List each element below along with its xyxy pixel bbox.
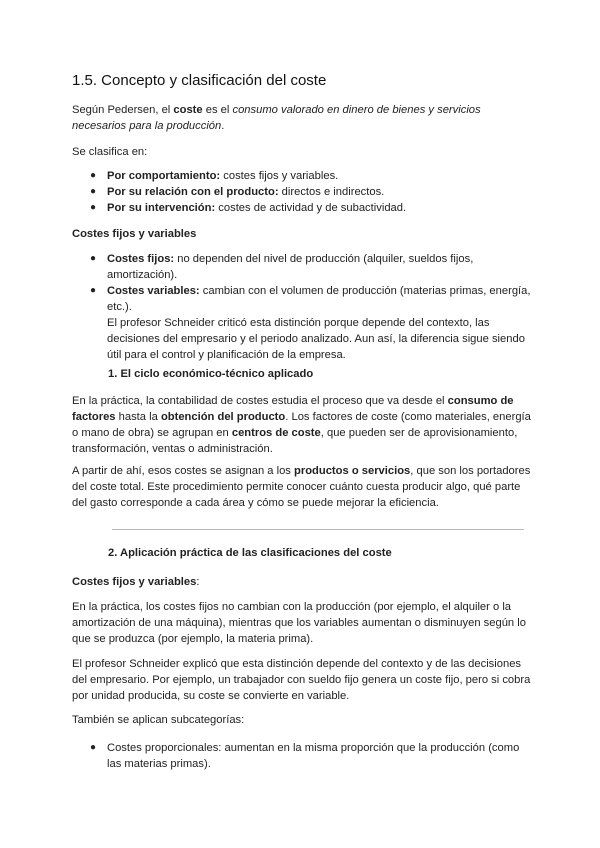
fixed-variable-list [72,251,532,363]
item-text: cambian con el volumen de producción (materias primas, energía, etc.). [107,285,531,313]
item-text: Costes proporcionales: aumentan en la misma proporción que la producción (como las materias primas). [107,742,520,770]
subcategory-list [72,740,532,772]
intro-bold-term: coste [173,104,203,116]
subheading-colon: : [196,576,200,588]
list-item [72,200,532,216]
section-title: 1.5. Concepto y clasificación del coste [72,72,327,89]
intro-definition: consumo valorado en dinero de bienes y servicios necesarios para la producción [72,104,481,132]
para-text: A partir de ahí, esos costes se asignan a los [72,465,295,477]
list-item [72,168,532,184]
application-paragraph-1: En la práctica, los costes fijos no cambian con la producción (por ejemplo, el alquiler o la amortización de una máquina), mientras que los variables aumentan o disminuyen según lo que se produzca (por ejemplo, la materia prima). [72,601,526,645]
item-bold: Costes fijos: [107,253,175,265]
item-bold: Por su intervención: [107,202,216,214]
item-text: costes de actividad y de subactividad. [215,202,407,214]
intro-paragraph [72,102,532,134]
para-bold: centros de coste [231,427,321,439]
para-text: hasta la [115,411,161,423]
bullet-icon: ● [90,253,97,264]
para-bold: productos o servicios [294,465,411,477]
para-text: , que son los portadores del coste total. Este procedimiento permite conocer cuánto cuesta producir algo, qué parte del gasto corresponde a cada área y cómo se puede mejorar la eficiencia. [72,465,531,509]
classify-label: Se clasifica en: [72,146,148,158]
cycle-paragraph-1 [72,393,532,457]
para-bold: obtención del producto [160,411,286,423]
intro-text: Según Pedersen, el [72,104,174,116]
list-item [72,184,532,200]
list-item [72,283,532,363]
subheading-bold: Costes fijos y variables [72,576,197,588]
cycle-heading: 1. El ciclo económico-técnico aplicado [108,368,314,380]
item-text: no dependen del nivel de producción (alquiler, sueldos fijos, amortización). [107,253,474,281]
para-text: En la práctica, la contabilidad de costes estudia el proceso que va desde el [72,395,448,407]
para-bold: consumo de factores [72,395,514,423]
application-subheading [72,574,532,590]
application-paragraph-2: El profesor Schneider explicó que esta distinción depende del contexto y de las decisiones del empresario. Por ejemplo, un trabajador con sueldo fijo genera un coste fijo, pero si cobra por unidad producida, su coste se convierte en variable. [72,658,531,702]
para-text: . Los factores de coste (como materiales, energía o mano de obra) se agrupan en [72,411,531,439]
item-bold: Costes variables: [107,285,200,297]
application-paragraph-3: También se aplican subcategorías: [72,714,245,726]
intro-text: es el [202,104,233,116]
item-text: directos e indirectos. [278,186,385,198]
item-bold: Por su relación con el producto: [107,186,279,198]
application-heading: 2. Aplicación práctica de las clasificaciones del coste [108,547,392,559]
list-item [72,251,532,283]
bullet-icon: ● [90,202,97,213]
bullet-icon: ● [90,170,97,181]
item-bold: Por comportamiento: [107,170,221,182]
bullet-icon: ● [90,742,97,753]
bullet-icon: ● [90,285,97,296]
intro-text: . [221,120,225,132]
classification-list [72,168,532,216]
cycle-paragraph-2 [72,463,532,511]
para-text: , que pueden ser de aprovisionamiento, transformación, ventas o administración. [72,427,518,455]
fixed-variable-heading: Costes fijos y variables [72,228,197,240]
item-text: costes fijos y variables. [220,170,339,182]
item-extra-text: El profesor Schneider criticó esta distinción porque depende del contexto, las decisiones del empresario y el periodo analizado. Aun así, la diferencia sigue siendo útil para el control y planificación de la empresa. [107,317,525,361]
list-item [72,740,532,772]
horizontal-divider [112,529,524,530]
bullet-icon: ● [90,186,97,197]
